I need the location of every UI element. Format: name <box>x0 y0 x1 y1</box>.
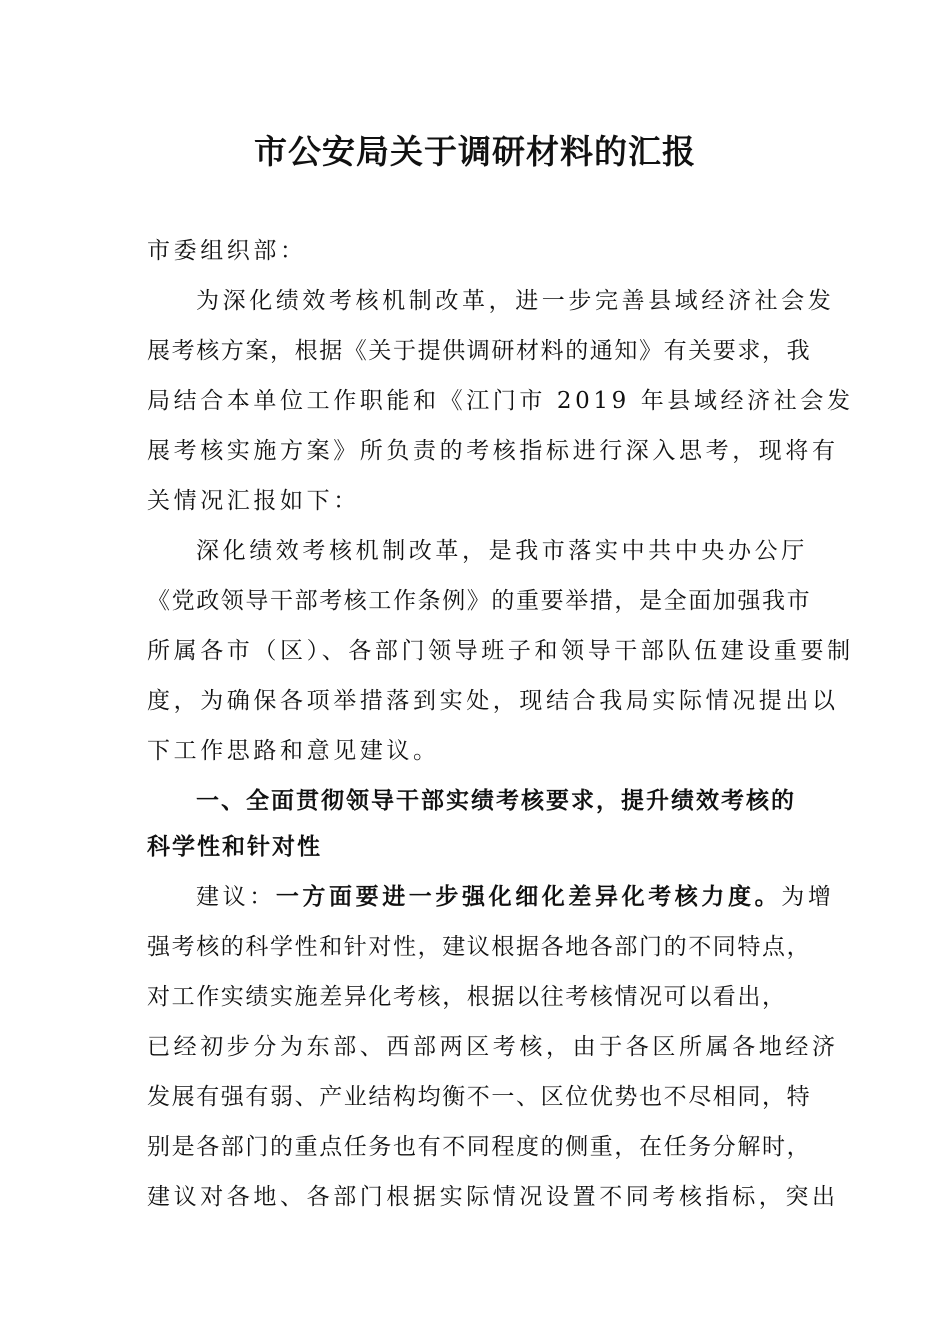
paragraph-line: 所属各市（区）、各部门领导班子和领导干部队伍建设重要制 <box>147 638 854 664</box>
paragraph-line: 为深化绩效考核机制改革，进一步完善县域经济社会发 <box>196 288 835 314</box>
paragraph-line: 展考核方案，根据《关于提供调研材料的通知》有关要求，我 <box>147 338 812 364</box>
suggestion-lead: 建议： <box>196 884 276 910</box>
paragraph-line: 度，为确保各项举措落到实处，现结合我局实际情况提出以 <box>147 688 839 714</box>
section-heading: 一、全面贯彻领导干部实绩考核要求，提升绩效考核的 <box>196 788 796 814</box>
paragraph-line: 展考核实施方案》所负责的考核指标进行深入思考，现将有 <box>147 438 839 464</box>
paragraph-line: 已经初步分为东部、西部两区考核，由于各区所属各地经济 <box>147 1034 839 1060</box>
paragraph-line: 对工作实绩实施差异化考核，根据以往考核情况可以看出， <box>147 984 787 1010</box>
paragraph-line: 建议对各地、各部门根据实际情况设置不同考核指标，突出 <box>147 1184 839 1210</box>
paragraph-line: 发展有强有弱、产业结构均衡不一、区位优势也不尽相同，特 <box>147 1084 812 1110</box>
section-heading-continued: 科学性和针对性 <box>147 834 322 860</box>
document-title: 市公安局关于调研材料的汇报 <box>254 132 696 171</box>
paragraph-line: 关情况汇报如下： <box>147 488 360 514</box>
salutation: 市委组织部： <box>147 238 307 264</box>
paragraph-line: 深化绩效考核机制改革，是我市落实中共中央办公厅 <box>196 538 808 564</box>
suggestion-bold: 一方面要进一步强化细化差异化考核力度。 <box>275 884 782 910</box>
paragraph-line: 下工作思路和意见建议。 <box>147 738 440 764</box>
paragraph-line: 《党政领导干部考核工作条例》的重要举措，是全面加强我市 <box>147 588 812 614</box>
paragraph-line: 别是各部门的重点任务也有不同程度的侧重，在任务分解时， <box>147 1134 812 1160</box>
suggestion-rest: 为增 <box>781 884 835 910</box>
paragraph-line: 局结合本单位工作职能和《江门市 2019 年县域经济社会发 <box>147 388 854 414</box>
suggestion-line <box>196 882 866 912</box>
paragraph-line: 强考核的科学性和针对性，建议根据各地各部门的不同特点， <box>147 934 812 960</box>
